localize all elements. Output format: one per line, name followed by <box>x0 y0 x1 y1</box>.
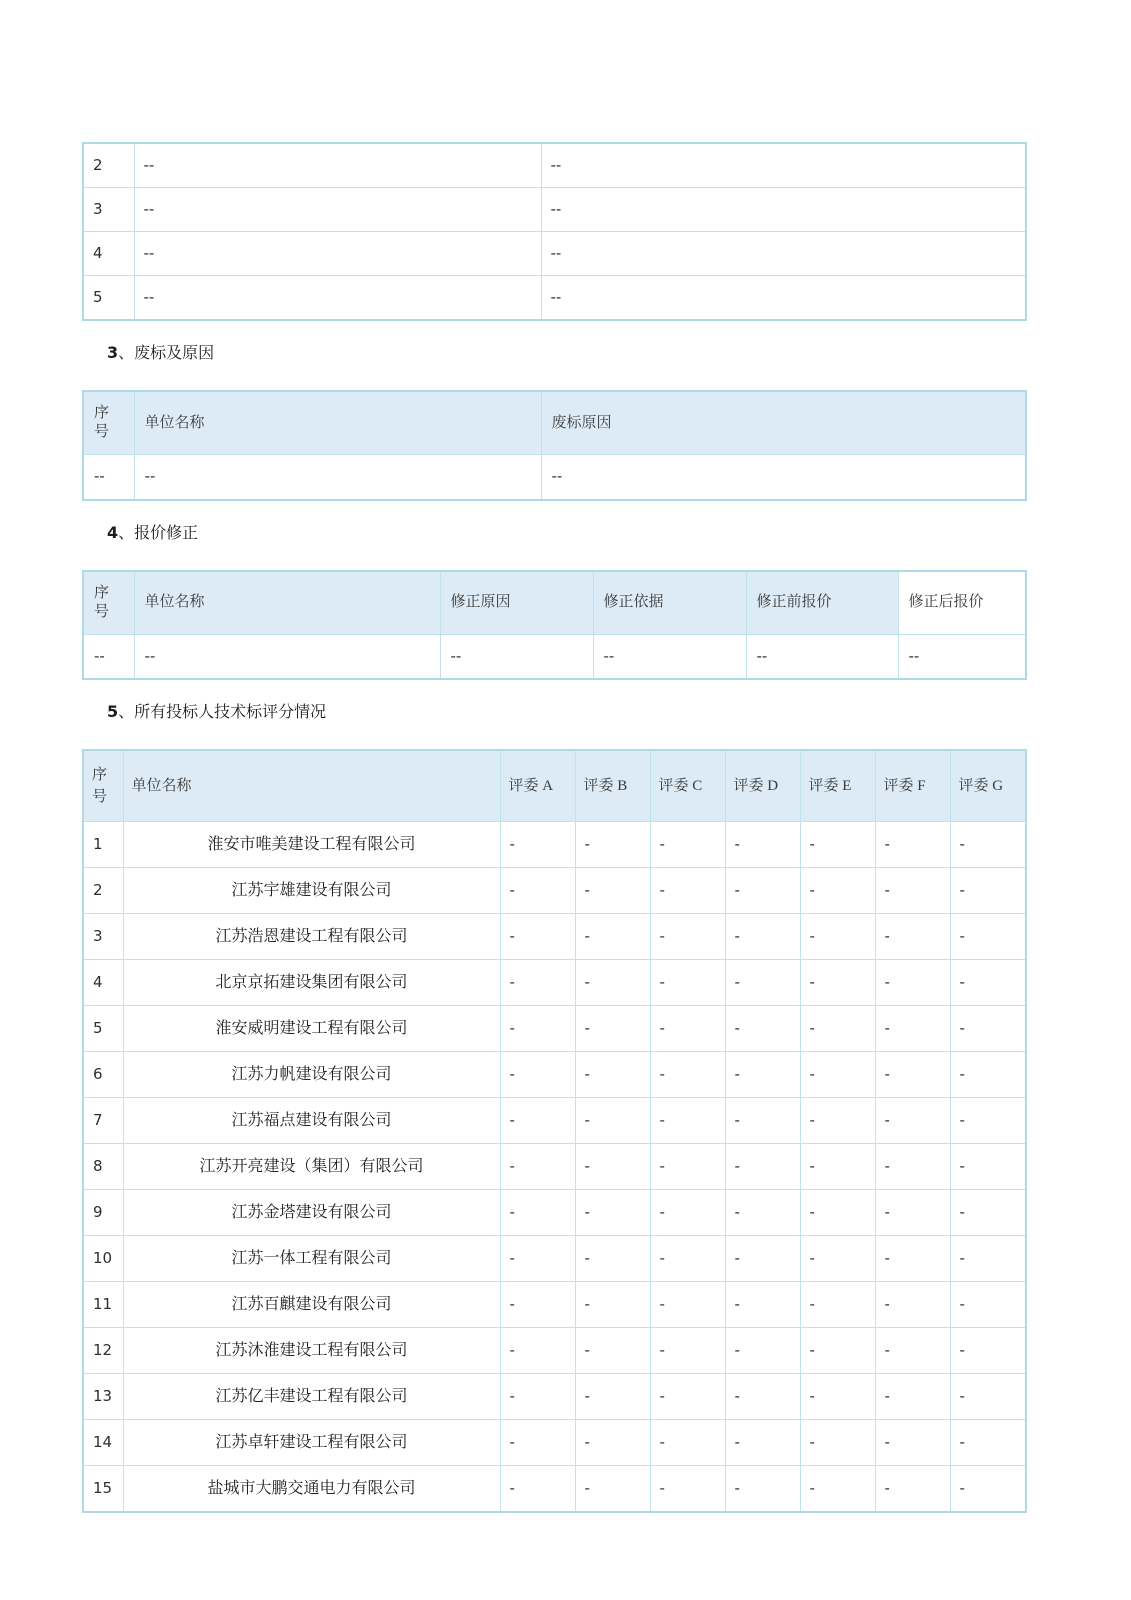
judge-d-score-cell: - <box>725 868 800 914</box>
table-row <box>83 822 1026 868</box>
price-correction-table <box>82 570 1027 681</box>
judge-g-score-cell: - <box>950 1466 1026 1513</box>
judge-g-score-cell: - <box>950 1328 1026 1374</box>
judge-b-score-cell: - <box>575 1236 650 1282</box>
judge-f-score-cell: - <box>875 1052 950 1098</box>
judge-e-score-cell: - <box>800 822 875 868</box>
judge-b-score-cell: - <box>575 1374 650 1420</box>
judge-d-score-cell: - <box>725 1098 800 1144</box>
col-index-header: 序号 <box>83 571 134 635</box>
judge-d-score-cell: - <box>725 1236 800 1282</box>
table-row <box>83 232 1026 276</box>
judge-e-score-cell: - <box>800 960 875 1006</box>
judge-c-score-cell: - <box>650 1420 725 1466</box>
value-cell: -- <box>541 232 1026 276</box>
company-name-cell: 江苏百麒建设有限公司 <box>123 1282 500 1328</box>
judge-g-score-cell: - <box>950 1236 1026 1282</box>
row-number-cell: 2 <box>83 868 123 914</box>
judge-a-score-cell: - <box>500 1466 575 1513</box>
section-4-heading <box>107 522 1131 545</box>
row-number-cell: 5 <box>83 276 134 321</box>
judge-c-score-cell: - <box>650 1328 725 1374</box>
table-row <box>83 1328 1026 1374</box>
judge-d-score-cell: - <box>725 1190 800 1236</box>
table-row <box>83 1374 1026 1420</box>
row-number-cell: 13 <box>83 1374 123 1420</box>
row-number-cell: 15 <box>83 1466 123 1513</box>
judge-a-score-cell: - <box>500 1006 575 1052</box>
company-name-cell: 江苏浩恩建设工程有限公司 <box>123 914 500 960</box>
company-name-cell: -- <box>134 634 440 679</box>
judge-d-score-cell: - <box>725 1466 800 1513</box>
judge-f-score-cell: - <box>875 1236 950 1282</box>
judge-f-score-cell: - <box>875 914 950 960</box>
company-name-cell: 江苏宇雄建设有限公司 <box>123 868 500 914</box>
col-correction-basis-header: 修正依据 <box>593 571 746 635</box>
judge-c-score-cell: - <box>650 822 725 868</box>
col-index-header: 序号 <box>83 750 123 822</box>
company-name-cell: 北京京拓建设集团有限公司 <box>123 960 500 1006</box>
table-row <box>83 188 1026 232</box>
row-number-cell: 7 <box>83 1098 123 1144</box>
judge-c-score-cell: - <box>650 1098 725 1144</box>
judge-g-score-cell: - <box>950 1098 1026 1144</box>
table-header-row <box>83 571 1026 635</box>
judge-e-score-cell: - <box>800 1282 875 1328</box>
judge-e-score-cell: - <box>800 1374 875 1420</box>
judge-f-score-cell: - <box>875 1282 950 1328</box>
continuation-table <box>82 142 1027 321</box>
section-4-number: 4 <box>107 522 119 542</box>
company-name-cell: -- <box>134 455 541 500</box>
judge-f-score-cell: - <box>875 868 950 914</box>
judge-f-score-cell: - <box>875 1006 950 1052</box>
judge-a-score-cell: - <box>500 1374 575 1420</box>
judge-d-score-cell: - <box>725 1328 800 1374</box>
judge-d-score-cell: - <box>725 1144 800 1190</box>
col-price-before-header: 修正前报价 <box>746 571 898 635</box>
correction-basis-cell: -- <box>593 634 746 679</box>
table-row <box>83 914 1026 960</box>
company-name-cell: 江苏力帆建设有限公司 <box>123 1052 500 1098</box>
table-row <box>83 455 1026 500</box>
judge-a-score-cell: - <box>500 1190 575 1236</box>
company-name-cell: -- <box>134 276 541 321</box>
judge-b-score-cell: - <box>575 1006 650 1052</box>
correction-reason-cell: -- <box>440 634 593 679</box>
col-company-header: 单位名称 <box>123 750 500 822</box>
table-header-row <box>83 391 1026 455</box>
section-3-heading <box>107 342 1131 365</box>
judge-c-score-cell: - <box>650 960 725 1006</box>
judge-b-score-cell: - <box>575 1144 650 1190</box>
judge-a-score-cell: - <box>500 868 575 914</box>
row-number-cell: 4 <box>83 232 134 276</box>
section-3-number: 3 <box>107 343 119 362</box>
judge-d-score-cell: - <box>725 914 800 960</box>
col-company-header: 单位名称 <box>134 391 541 455</box>
row-number-cell: 10 <box>83 1236 123 1282</box>
judge-e-score-cell: - <box>800 868 875 914</box>
row-number-cell: 2 <box>83 143 134 188</box>
col-reject-reason-header: 废标原因 <box>541 391 1026 455</box>
col-judge-e-header: 评委 E <box>800 750 875 822</box>
judge-c-score-cell: - <box>650 1006 725 1052</box>
table-row <box>83 1190 1026 1236</box>
judge-c-score-cell: - <box>650 914 725 960</box>
judge-e-score-cell: - <box>800 1052 875 1098</box>
judge-f-score-cell: - <box>875 1374 950 1420</box>
judge-e-score-cell: - <box>800 1006 875 1052</box>
judge-d-score-cell: - <box>725 1282 800 1328</box>
judge-a-score-cell: - <box>500 1282 575 1328</box>
row-number-cell: -- <box>83 455 134 500</box>
judge-e-score-cell: - <box>800 1098 875 1144</box>
judge-b-score-cell: - <box>575 1328 650 1374</box>
row-number-cell: 11 <box>83 1282 123 1328</box>
col-judge-g-header: 评委 G <box>950 750 1026 822</box>
judge-d-score-cell: - <box>725 1006 800 1052</box>
judge-b-score-cell: - <box>575 822 650 868</box>
judge-d-score-cell: - <box>725 1052 800 1098</box>
table-row <box>83 1098 1026 1144</box>
price-after-cell: -- <box>898 634 1026 679</box>
col-judge-f-header: 评委 F <box>875 750 950 822</box>
company-name-cell: 盐城市大鹏交通电力有限公司 <box>123 1466 500 1513</box>
table-row <box>83 960 1026 1006</box>
judge-f-score-cell: - <box>875 1466 950 1513</box>
col-index-header: 序号 <box>83 391 134 455</box>
judge-b-score-cell: - <box>575 1098 650 1144</box>
row-number-cell: 6 <box>83 1052 123 1098</box>
judge-g-score-cell: - <box>950 960 1026 1006</box>
judge-c-score-cell: - <box>650 1190 725 1236</box>
row-number-cell: 12 <box>83 1328 123 1374</box>
row-number-cell: 3 <box>83 914 123 960</box>
judge-e-score-cell: - <box>800 1466 875 1513</box>
company-name-cell: 淮安市唯美建设工程有限公司 <box>123 822 500 868</box>
judge-e-score-cell: - <box>800 1190 875 1236</box>
judge-f-score-cell: - <box>875 1098 950 1144</box>
judge-a-score-cell: - <box>500 1236 575 1282</box>
table-row <box>83 1006 1026 1052</box>
judge-a-score-cell: - <box>500 1328 575 1374</box>
judge-f-score-cell: - <box>875 960 950 1006</box>
judge-g-score-cell: - <box>950 822 1026 868</box>
judge-f-score-cell: - <box>875 1144 950 1190</box>
company-name-cell: 江苏沐淮建设工程有限公司 <box>123 1328 500 1374</box>
judge-a-score-cell: - <box>500 822 575 868</box>
table-row <box>83 1420 1026 1466</box>
judge-g-score-cell: - <box>950 1190 1026 1236</box>
col-judge-c-header: 评委 C <box>650 750 725 822</box>
judge-g-score-cell: - <box>950 868 1026 914</box>
company-name-cell: 江苏开亮建设（集团）有限公司 <box>123 1144 500 1190</box>
judge-a-score-cell: - <box>500 960 575 1006</box>
section-4-title: 报价修正 <box>134 524 199 542</box>
row-number-cell: 1 <box>83 822 123 868</box>
judge-d-score-cell: - <box>725 1420 800 1466</box>
judge-b-score-cell: - <box>575 1420 650 1466</box>
judge-c-score-cell: - <box>650 1052 725 1098</box>
judge-c-score-cell: - <box>650 1236 725 1282</box>
company-name-cell: 江苏卓轩建设工程有限公司 <box>123 1420 500 1466</box>
row-number-cell: 8 <box>83 1144 123 1190</box>
company-name-cell: -- <box>134 188 541 232</box>
judge-f-score-cell: - <box>875 1420 950 1466</box>
col-price-after-header: 修正后报价 <box>898 571 1026 635</box>
judge-d-score-cell: - <box>725 1374 800 1420</box>
section-3-title: 废标及原因 <box>134 345 215 362</box>
table-row <box>83 634 1026 679</box>
col-judge-d-header: 评委 D <box>725 750 800 822</box>
table-row <box>83 1144 1026 1190</box>
judge-e-score-cell: - <box>800 1236 875 1282</box>
company-name-cell: 淮安威明建设工程有限公司 <box>123 1006 500 1052</box>
technical-score-table <box>82 749 1027 1513</box>
judge-a-score-cell: - <box>500 1420 575 1466</box>
judge-g-score-cell: - <box>950 1282 1026 1328</box>
table-row <box>83 143 1026 188</box>
section-5-number: 5 <box>107 702 119 721</box>
judge-c-score-cell: - <box>650 1374 725 1420</box>
judge-d-score-cell: - <box>725 822 800 868</box>
row-number-cell: 3 <box>83 188 134 232</box>
section-5-title: 所有投标人技术标评分情况 <box>134 704 327 721</box>
judge-b-score-cell: - <box>575 1466 650 1513</box>
judge-c-score-cell: - <box>650 1144 725 1190</box>
judge-c-score-cell: - <box>650 1282 725 1328</box>
judge-f-score-cell: - <box>875 1328 950 1374</box>
table-header-row <box>83 750 1026 822</box>
table-row <box>83 1282 1026 1328</box>
judge-a-score-cell: - <box>500 914 575 960</box>
judge-b-score-cell: - <box>575 868 650 914</box>
col-judge-a-header: 评委 A <box>500 750 575 822</box>
rejected-bid-table <box>82 390 1027 501</box>
judge-f-score-cell: - <box>875 1190 950 1236</box>
judge-b-score-cell: - <box>575 1052 650 1098</box>
judge-e-score-cell: - <box>800 1144 875 1190</box>
table-row <box>83 1236 1026 1282</box>
section-4-separator: 、 <box>118 524 135 542</box>
judge-g-score-cell: - <box>950 914 1026 960</box>
col-judge-b-header: 评委 B <box>575 750 650 822</box>
company-name-cell: -- <box>134 143 541 188</box>
table-row <box>83 276 1026 321</box>
judge-a-score-cell: - <box>500 1052 575 1098</box>
section-3-separator: 、 <box>118 345 135 362</box>
section-5-heading <box>107 701 1131 724</box>
reject-reason-cell: -- <box>541 455 1026 500</box>
table-row <box>83 868 1026 914</box>
judge-d-score-cell: - <box>725 960 800 1006</box>
table-row <box>83 1052 1026 1098</box>
judge-g-score-cell: - <box>950 1374 1026 1420</box>
judge-a-score-cell: - <box>500 1144 575 1190</box>
table-row <box>83 1466 1026 1513</box>
row-number-cell: -- <box>83 634 134 679</box>
company-name-cell: 江苏亿丰建设工程有限公司 <box>123 1374 500 1420</box>
row-number-cell: 14 <box>83 1420 123 1466</box>
judge-b-score-cell: - <box>575 960 650 1006</box>
judge-g-score-cell: - <box>950 1052 1026 1098</box>
judge-f-score-cell: - <box>875 822 950 868</box>
row-number-cell: 9 <box>83 1190 123 1236</box>
price-before-cell: -- <box>746 634 898 679</box>
value-cell: -- <box>541 188 1026 232</box>
company-name-cell: -- <box>134 232 541 276</box>
value-cell: -- <box>541 276 1026 321</box>
col-correction-reason-header: 修正原因 <box>440 571 593 635</box>
company-name-cell: 江苏福点建设有限公司 <box>123 1098 500 1144</box>
judge-e-score-cell: - <box>800 1328 875 1374</box>
judge-b-score-cell: - <box>575 1190 650 1236</box>
judge-g-score-cell: - <box>950 1006 1026 1052</box>
col-company-header: 单位名称 <box>134 571 440 635</box>
judge-c-score-cell: - <box>650 1466 725 1513</box>
judge-b-score-cell: - <box>575 914 650 960</box>
judge-g-score-cell: - <box>950 1420 1026 1466</box>
company-name-cell: 江苏一体工程有限公司 <box>123 1236 500 1282</box>
company-name-cell: 江苏金塔建设有限公司 <box>123 1190 500 1236</box>
judge-e-score-cell: - <box>800 1420 875 1466</box>
value-cell: -- <box>541 143 1026 188</box>
judge-c-score-cell: - <box>650 868 725 914</box>
section-5-separator: 、 <box>118 704 135 721</box>
judge-g-score-cell: - <box>950 1144 1026 1190</box>
judge-e-score-cell: - <box>800 914 875 960</box>
row-number-cell: 4 <box>83 960 123 1006</box>
judge-a-score-cell: - <box>500 1098 575 1144</box>
judge-b-score-cell: - <box>575 1282 650 1328</box>
row-number-cell: 5 <box>83 1006 123 1052</box>
